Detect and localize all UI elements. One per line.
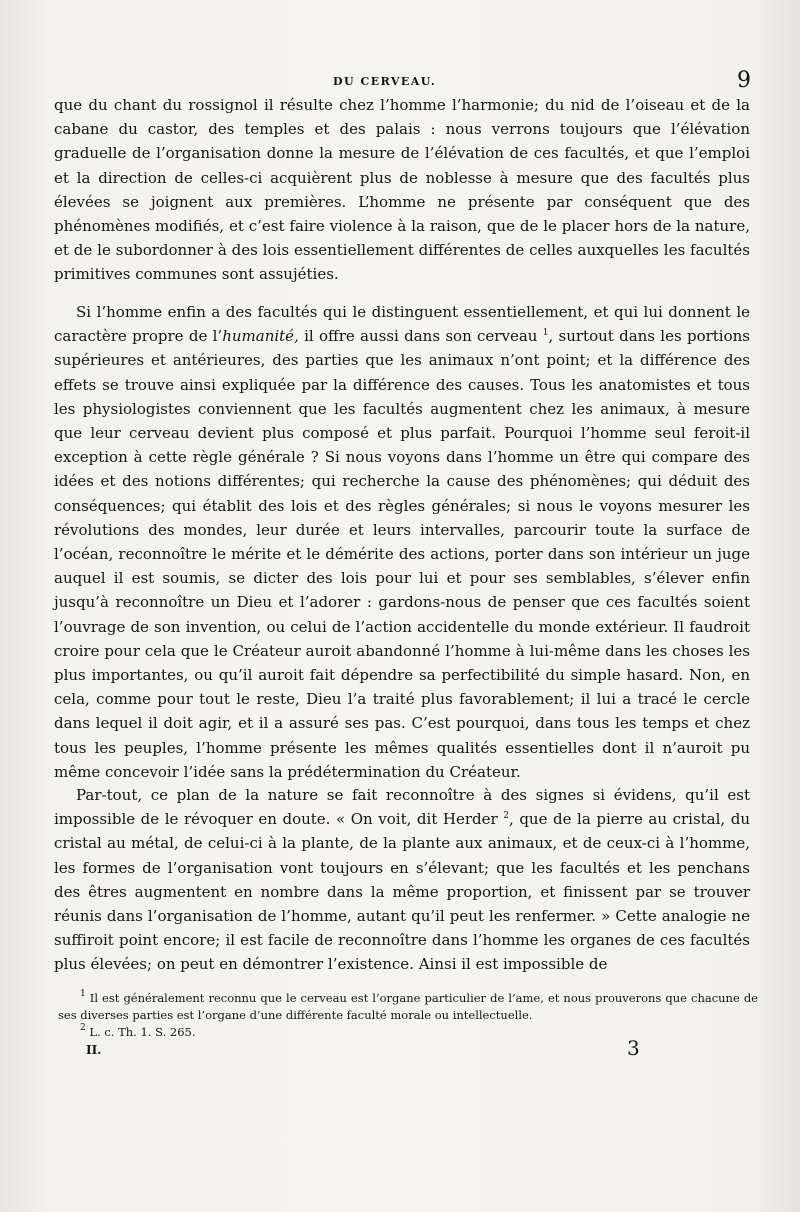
paragraph-2-text-a: Si l’homme enfin a des facultés qui le distinguent essentiellement, et qui lui donnent le caractère propre de l’ <box>54 303 750 346</box>
paragraph-2 <box>54 300 750 784</box>
paragraph-1: que du chant du rossignol il résulte chez l’homme l’harmonie; du nid de l’oiseau et de la cabane du castor, des temples et des palais : nous verrons toujours que l’élévation graduelle de l’organisation donne la mesure de l’élévation de ces facultés, et que l’emploi et la direction de celles-ci acquièrent plus de noblesse à mesure que des facultés plus élevées se joignent aux premières. L’homme ne présente par conséquent que des phénomènes modifiés, et c’est faire violence à la raison, que de le placer hors de la nature, et de le subordonner à des lois essentiellement différentes de celles auxquelles les facultés primitives communes sont assujéties. <box>54 96 750 284</box>
footnote-1-text: Il est généralement reconnu que le cerveau est l’organe particulier de l’ame, et nous prouverons que chacune de ses diverses parties est l’organe d’une différente faculté morale ou intellectuelle. <box>58 991 758 1022</box>
paragraph-3 <box>54 783 750 977</box>
paragraph-2-text-c: , surtout dans les portions supérieures et antérieures, des parties que les animaux n’ont point; et la différence des effets se trouve ainsi expliquée par la différence des causes. Tous les anatomistes et tous les physiologistes conviennent que les facultés augmentent chez les animaux, à mesure que leur cerveau devient plus composé et plus parfait. Pourquoi l’homme seul feroit-il exception à cette règle générale ? Si nous voyons dans l’homme un être qui compare des idées et des notions différentes; qui recherche la cause des phénomènes; qui déduit des conséquences; qui établit des lois et des règles générales; si nous le voyons mesurer les révolutions des mondes, leur durée et leurs intervalles, parcourir toute la surface de l’océan, reconnoître le mérite et le démérite des actions, porter dans son intérieur un juge auquel il est soumis, se dicter des lois pour lui et pour ses semblables, s’élever enfin jusqu’à reconnoître un Dieu et l’adorer : gardons-nous de penser que ces facultés soient l’ouvrage de son invention, ou celui de l’action accidentelle du monde extérieur. Il faudroit croire pour cela que le Créateur auroit abandonné l’homme à lui-même dans les choses les plus importantes, ou qu’il auroit fait dépendre sa perfectibilité du simple hasard. Non, en cela, comme pour tout le reste, Dieu l’a traité plus favorablement; il lui a tracé le cercle dans lequel il doit agir, et il a assuré ses pas. C’est pourquoi, dans tous les temps et chez tous les peuples, l’homme présente les mêmes qualités essentielles dont il n’auroit pu même concevoir l’idée sans la prédétermination du Créateur. <box>54 327 750 781</box>
paragraph-3-text-b: , que de la pierre au cristal, du cristal au métal, de celui-ci à la plante, de la plante aux animaux, et de ceux-ci à l’homme, les formes de l’organisation vont toujours en s’élevant; que les facultés et les penchans des êtres augmentent en nombre dans la même proportion, et finissent par se trouver réunis dans l’organisation de l’homme, autant qu’il peut les renfermer. » Cette analogie ne suffiroit point encore; il est facile de reconnoître dans l’homme les organes de ces facultés plus élevées; on peut en démontrer l’existence. Ainsi il est impossible de <box>54 810 750 974</box>
paragraph-2-text-b: il offre aussi dans son cerveau <box>298 327 543 346</box>
footnote-2-marker: 2 <box>80 1023 86 1033</box>
running-title: DU CERVEAU. <box>333 75 437 88</box>
footnote-ref-2[interactable]: 2 <box>503 811 509 822</box>
paragraph-3-text-a: Par-tout, ce plan de la nature se fait reconnoître à des signes si évidens, qu’il est impossible de le révoquer en doute. « On voit, dit Herder <box>54 786 750 829</box>
running-head <box>0 68 800 92</box>
sheet-signature: 3 <box>627 1036 640 1060</box>
page-number: 9 <box>737 68 751 93</box>
humanite-emphasis: humanité, <box>222 327 299 346</box>
footnote-ref-1[interactable]: 1 <box>542 328 549 339</box>
footnote-1-marker: 1 <box>80 989 86 999</box>
footnote-2 <box>58 1024 758 1041</box>
footnote-2-text: L. c. Th. 1. S. 265. <box>85 1025 196 1039</box>
footnote-1 <box>58 990 758 1024</box>
footnotes <box>58 990 758 1041</box>
volume-signature: II. <box>86 1043 102 1057</box>
